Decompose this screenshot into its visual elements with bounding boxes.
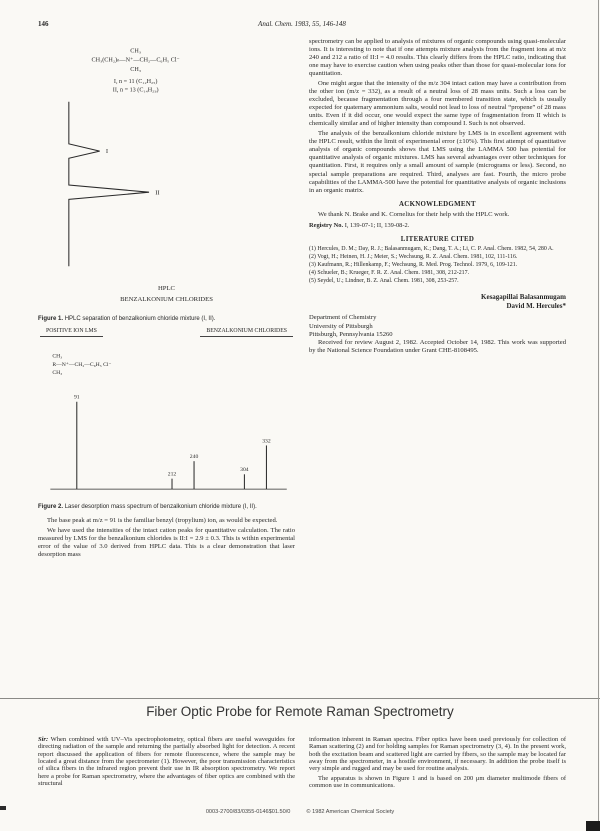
paragraph: One might argue that the intensity of the m/z 304 intact cation may have a contribution from the other ion (m/z = 332), as a result of a neutral loss of 28 mass units. Such a loss can be excluded, because fragmentation through a four membered transition state, which is usually expected for quaternary ammonium salts, would not lead to loss of neutral “propene” of 28 mass units. Even if it did occur, one would expect the same type of fragmentation from II which is chemically similar and of higher intensity than compound I. Such is not observed. (309, 80, 566, 128)
fig2-header-left: POSITIVE ION LMS (40, 328, 103, 337)
figure-2 (38, 328, 295, 510)
svg-text:212: 212 (167, 472, 177, 479)
figure-2-caption-label: Figure 2. (38, 503, 64, 510)
affiliation-line: University of Pittsburgh (309, 322, 373, 330)
fig1-compound-2: II, n = 13 (C₁₄H₂₉) (112, 87, 159, 94)
paragraph (38, 736, 295, 787)
fig1-svg (38, 38, 295, 314)
article2-title: Fiber Optic Probe for Remote Raman Spectrometry (146, 704, 454, 719)
issn-code: 0003-2700/83/0355-0146$01.50/0 (205, 809, 291, 815)
paragraph: The analysis of the benzalkonium chloride mixture by LMS is in excellent agreement with the HPLC result, within the limit of experimental error (±10%). This first attempt of quantitative analysis of organic compounds shows that LMS using the LAMMA 500 has potential for quantitative analysis of organic mixtures. LMS has several advantages over other techniques for quantitation. First, it requires only a small amount of sample (micrograms or less). Second, no special sample preparations are required. Third, analyses are fast. Fourth, the micro probe capabilities of the LAMMA-500 have the potential for quantitative analysis of organic inclusions in an organic matrix. (309, 130, 566, 194)
reference-item: (4) Schueler, B.; Krueger, F. R. Z. Anal. Chem. 1981, 308, 212-217. (309, 270, 470, 277)
reference-item: (3) Kaufmann, R.; Hillenkamp, F.; Wechsung, R. Med. Prog. Technol. 1979, 6, 109-121. (309, 262, 518, 269)
figure-1-caption-text: HPLC separation of benzalkonium chloride mixture (I, II). (64, 315, 216, 322)
figure-1-caption (38, 316, 295, 323)
literature-cited-heading: LITERATURE CITED (400, 235, 475, 243)
paragraph: information inherent in Raman spectra. Fiber optics have been used previously for collection of Raman scattering (2) and for holding samples for Raman spectrometry (3, 4). In the present work, both the excitation beam and scattered light are carried by fibers, so the sample may be located far away from the spectrometer, in a hostile environment, if necessary. In addition the probe itself is very simple and rugged and may be used for routine analysis. (309, 736, 566, 773)
acknowledgment-text: We thank N. Brake and K. Cornelius for their help with the HPLC work. (318, 211, 510, 219)
copyright-notice: © 1982 American Chemical Society (306, 809, 395, 815)
svg-text:91: 91 (73, 395, 80, 402)
reference-item: (1) Hercules, D. M.; Day, R. J.; Balasanmugam, K.; Dang, T. A.; Li, C. P. Anal. Chem. 1982, 54, 280 A. (309, 246, 554, 253)
page-number: 146 (38, 20, 49, 28)
received-note: Received for review August 2, 1982. Accepted October 14, 1982. This work was supported by the National Science Foundation under Grant CHE-8108495. (309, 339, 566, 355)
journal-reference: Anal. Chem. 1983, 55, 146-148 (258, 20, 346, 28)
author-name: David M. Hercules* (506, 302, 566, 311)
fig2-peaks (74, 395, 271, 489)
registry-line (309, 222, 566, 230)
author-block (309, 293, 566, 311)
figure-2-caption-text: Laser desorption mass spectrum of benzalkonium chloride mixture (I, II). (64, 503, 257, 510)
figure-1 (38, 38, 295, 322)
scan-left-artifact (0, 806, 6, 810)
reference-item: (2) Vogt, H.; Heinen, H. J.; Meier, S.; Wechsung, R. Z. Anal. Chem. 1981, 102, 111-116. (309, 254, 518, 261)
svg-text:240: 240 (189, 454, 199, 461)
article1-right-column (309, 38, 566, 561)
article1-left-column (38, 38, 295, 561)
registry-text: I, 139-07-1; II, 139-08-2. (344, 222, 410, 230)
article-divider-rule (0, 698, 600, 699)
svg-text:304: 304 (240, 467, 249, 474)
scan-edge-artifact (598, 0, 600, 831)
affiliation-line: Department of Chemistry (309, 314, 377, 322)
affiliation-line: Pittsburgh, Pennsylvania 15260 (309, 330, 393, 338)
fig2-headers (40, 328, 293, 337)
fig1-sample-label: BENZALKONIUM CHLORIDES (120, 296, 213, 304)
article2-left-column (38, 736, 295, 791)
affiliation-block (309, 314, 566, 339)
fig1-structure-line1: CH₃ (130, 48, 142, 55)
article2-right-column (309, 736, 566, 791)
registry-label: Registry No. (309, 222, 344, 230)
article1-columns (38, 38, 566, 561)
paragraph: The apparatus is shown in Figure 1 and is based on 200 μm diameter multimode fibers of common use in communications. (309, 774, 566, 790)
fig2-structure-line3: CH₃ (52, 370, 63, 377)
svg-text:II: II (155, 189, 160, 197)
fig2-structure-line1: CH₃ (52, 354, 63, 361)
fig1-compound-1: I, n = 11 (C₁₂H₂₅) (113, 79, 158, 86)
article2-columns (38, 736, 566, 791)
paragraph: spectrometry can be applied to analysis of mixtures of organic compounds using quasi-molecular ions. It is interesting to note that if one attempts mixture analysis from the fragment ions at m/z 240 and 212 a ratio of II:I = 4.0 results. This clearly differs from the HPLC ratio, indicating that one may have to exercise caution when using peaks other than those for quasi-molecular ions for quantitation. (309, 38, 566, 78)
figure-1-caption-label: Figure 1. (38, 315, 64, 322)
reference-list (309, 246, 566, 285)
scan-corner-artifact (586, 821, 600, 831)
svg-text:332: 332 (262, 438, 271, 445)
sir-lead: Sir: (38, 736, 49, 743)
paragraph: We have used the intensities of the intact cation peaks for quantitative calculation. The ratio measured by LMS for the benzalkonium chlorides is II:I = 2.9 ± 0.3. This is within experimental error of the value of 3.0 derived from HPLC data. This is a clear demonstration that laser desorption mass (38, 526, 295, 558)
paragraph-text: When combined with UV–Vis spectrophotometry, optical fibers are useful waveguides for directing radiation of the sample and returning the partially absorbed light for detection. A recent report discussed the application of fibers for remote fluorescence, where the sample may be located a great distance from the spectrometer (1). However, the poor transmission characteristics of silica fibers in the infrared region prevent their use in IR absorption spectrometry. We report here a probe for Raman spectrometry, where the advantages of fiber optics are combined with the structural (38, 736, 295, 788)
fig2-svg (38, 337, 295, 501)
fig1-chromatogram (69, 102, 160, 266)
figure-2-caption (38, 504, 295, 511)
fig1-method-label: HPLC (157, 284, 176, 292)
acknowledgment-heading: ACKNOWLEDGMENT (399, 200, 476, 208)
svg-text:I: I (105, 148, 109, 156)
author-name: Kesagapillai Balasanmugam (481, 293, 566, 302)
fig2-structure-line2: R—N⁺—CH₂—C₆H₅ Cl⁻ (52, 362, 112, 369)
reference-item: (5) Seydel, U.; Lindner, B. Z. Anal. Chem. 1981, 308, 253-257. (309, 278, 459, 285)
page-footer (0, 809, 600, 815)
fig1-structure-line2: CH₃(CH₂)ₙ—N⁺—CH₂—C₆H₅ Cl⁻ (91, 57, 180, 64)
fig2-header-right: BENZALKONIUM CHLORIDES (200, 328, 293, 337)
paragraph: The base peak at m/z = 91 is the familiar benzyl (tropylium) ion, as would be expected. (47, 516, 278, 524)
fig1-structure-line3: CH₃ (130, 66, 142, 73)
page-header (38, 20, 566, 32)
